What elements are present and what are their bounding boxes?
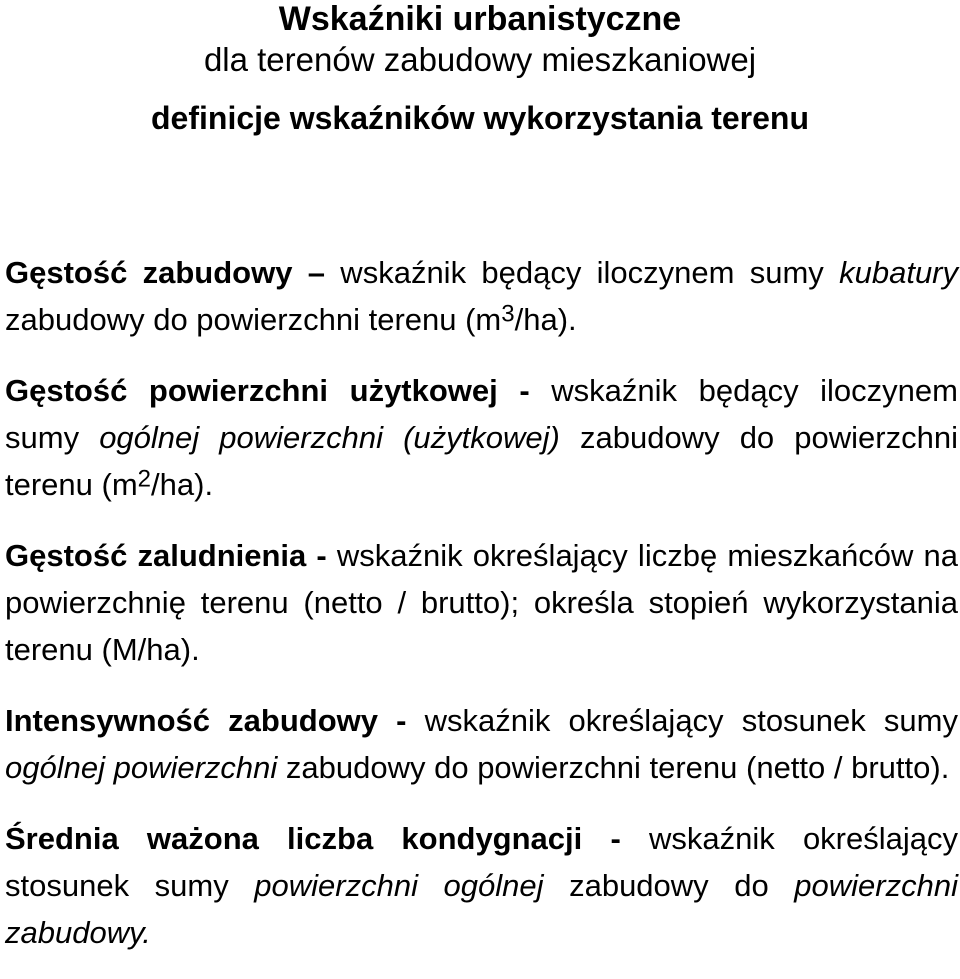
definition-gestosc-zabudowy — [5, 249, 958, 343]
definition-text: /ha). — [514, 302, 577, 337]
definitions-list — [5, 249, 958, 956]
definition-text: zabudowy do powierzchni terenu (m — [5, 420, 958, 502]
section-title: definicje wskaźników wykorzystania terenu — [151, 100, 809, 136]
definition-term: Intensywność zabudowy - — [5, 703, 407, 738]
definition-text: wskaźnik określający liczbę mieszkańców na powierzchnię terenu (netto / brutto); określa stopień wykorzystania terenu (M/ha). — [5, 538, 958, 667]
definition-text: wskaźnik określający stosunek sumy — [406, 703, 958, 738]
definition-italic-text: ogólnej powierzchni (użytkowej) — [99, 420, 560, 455]
definition-text: wskaźnik będący iloczynem sumy — [5, 373, 958, 455]
definition-term: Średnia ważona liczba kondygnacji - — [5, 821, 621, 856]
unit-exponent: 2 — [137, 465, 152, 493]
unit-exponent: 3 — [501, 300, 515, 328]
document-header — [0, 0, 960, 138]
definition-text: zabudowy do powierzchni terenu (netto / brutto). — [277, 750, 950, 785]
definition-text: wskaźnik określający stosunek sumy — [5, 821, 959, 903]
definition-italic-text: powierzchni zabudowy. — [5, 868, 958, 950]
definition-srednia-wazona-liczba-kondygnacji — [5, 815, 958, 956]
definition-term: Gęstość zaludnienia - — [5, 538, 327, 573]
definition-term: Gęstość powierzchni użytkowej - — [5, 373, 530, 408]
page-title: Wskaźniki urbanistyczne — [278, 0, 682, 38]
definition-gestosc-powierzchni-uzytkowej — [5, 367, 958, 508]
page-subtitle: dla terenów zabudowy mieszkaniowej — [203, 41, 757, 78]
definition-italic-text: ogólnej powierzchni — [5, 750, 278, 785]
definition-gestosc-zaludnienia — [5, 532, 958, 673]
definition-italic-text: powierzchni ogólnej — [254, 868, 544, 903]
definition-intensywnosc-zabudowy — [5, 697, 958, 791]
definition-text: /ha). — [151, 467, 214, 502]
definition-term: Gęstość zabudowy – — [5, 255, 326, 290]
definition-text: zabudowy do — [543, 868, 795, 903]
definition-text: wskaźnik będący iloczynem sumy — [325, 255, 840, 290]
definition-italic-text: kubatury — [839, 255, 959, 290]
definition-text: zabudowy do powierzchni terenu (m — [5, 302, 502, 337]
